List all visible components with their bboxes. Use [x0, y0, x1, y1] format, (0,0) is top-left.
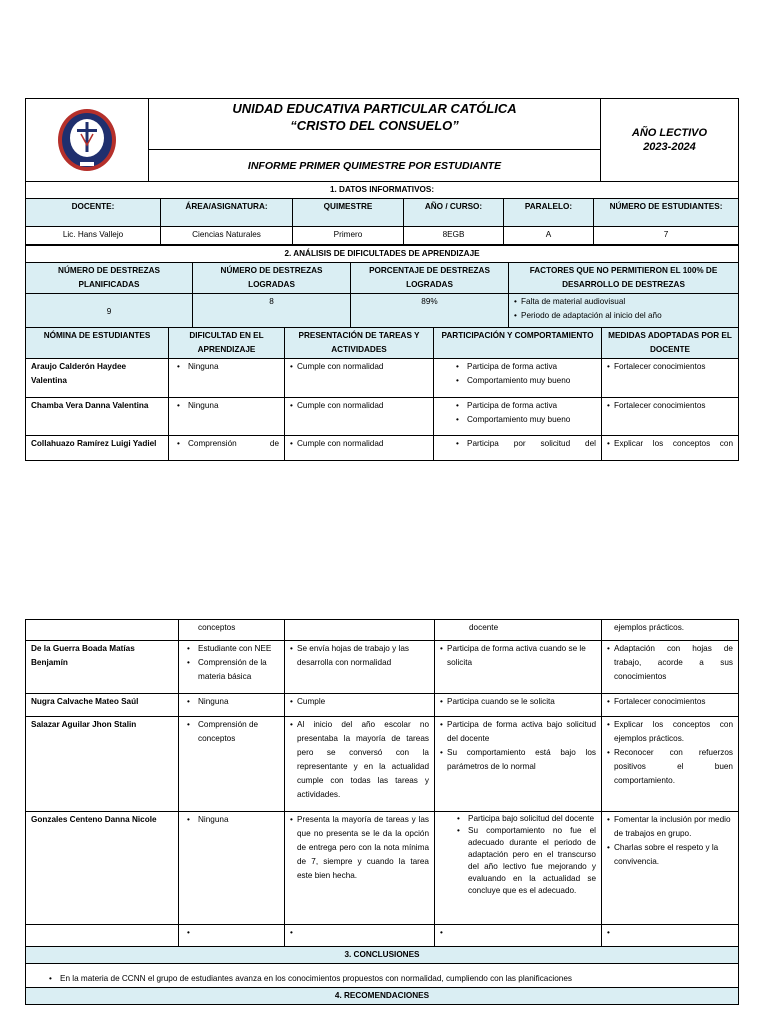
students-table-page1 [25, 327, 739, 461]
difficulty-item: • Ninguna [184, 695, 279, 709]
school-name: UNIDAD EDUCATIVA PARTICULAR CATÓLICA [232, 101, 517, 116]
participation-item: • Participa cuando se le solicita [440, 695, 596, 709]
col-percent: PORCENTAJE DE DESTREZAS LOGRADAS [351, 263, 509, 294]
student-name: Chamba Vera Danna Valentina [26, 398, 169, 436]
tasks-item: • Cumple con normalidad [290, 399, 428, 413]
difficulty-item: • Comprensión de la materia básica [184, 656, 279, 684]
tasks-item: • Se envía hojas de trabajo y las desarrolla con normalidad [290, 642, 429, 670]
col-curso: AÑO / CURSO: [404, 199, 504, 227]
col-factors: FACTORES QUE NO PERMITIERON EL 100% DE DESARROLLO DE DESTREZAS [509, 263, 739, 294]
measures-item: • Fomentar la inclusión por medio de trabajos en grupo. [607, 813, 733, 841]
participation-item: • Participa de forma activa cuando se le solicita [440, 642, 596, 670]
table-row [26, 398, 739, 436]
participation-item: • Comportamiento muy bueno [453, 374, 596, 388]
tasks-item: • Cumple con normalidad [290, 360, 428, 374]
participation-item: • Su comportamiento no fue el adecuado durante el periodo de adaptación pero en el transcurso del año lectivo fue mejorando y evaluando en la actualidad se concluye que es el adecuado. [454, 825, 596, 897]
school-subtitle: “CRISTO DEL CONSUELO” [290, 118, 459, 133]
measures-item: • Explicar los conceptos con [607, 437, 733, 451]
col-measures: MEDIDAS ADOPTADAS POR EL DOCENTE [602, 328, 739, 359]
tasks-item: • Presenta la mayoría de tareas y las que no presenta se le da la opción de entrega pero con la nota mínima de 7, siempre y cuando la tarea este bien hecha. [290, 813, 429, 883]
participation-item: • Participa por solicitud del [453, 437, 596, 451]
tasks-item: • Cumple con normalidad [290, 437, 428, 451]
measures-item: • Adaptación con hojas de trabajo, acorde a sus conocimientos [607, 642, 733, 684]
continuation-difficulty: conceptos [179, 620, 285, 641]
student-name: Araujo Calderón Haydee Valentina [26, 359, 169, 398]
year-value: 2023-2024 [643, 141, 696, 153]
value-quimestre: Primero [293, 227, 404, 245]
factor-item: • Falta de material audiovisual [514, 295, 733, 309]
section4-title: 4. RECOMENDACIONES [26, 988, 739, 1005]
tasks-item: • Al inicio del año escolar no presentaba la mayoría de tareas pero se conversó con la representante y en la actualidad cumple con todas las tareas y actividades. [290, 718, 429, 802]
participation-item: • Su comportamiento está bajo los parámetros de lo normal [440, 746, 596, 774]
difficulty-item: • Ninguna [184, 813, 279, 827]
table-row [26, 641, 739, 694]
value-achieved: 8 [193, 294, 351, 330]
header-table [25, 98, 739, 182]
col-num-estudiantes: NÚMERO DE ESTUDIANTES: [594, 199, 739, 227]
col-planned: NÚMERO DE DESTREZAS PLANIFICADAS [26, 263, 193, 294]
measures-item: • Reconocer con refuerzos positivos el buen comportamiento. [607, 746, 733, 788]
continuation-row [26, 620, 739, 641]
value-num-estudiantes: 7 [594, 227, 739, 245]
difficulty-item: • Ninguna [174, 399, 279, 413]
measures-item: • Explicar los conceptos con ejemplos prácticos. [607, 718, 733, 746]
section2-table [25, 245, 739, 330]
value-docente: Lic. Hans Vallejo [26, 227, 161, 245]
table-row [26, 359, 739, 398]
value-area: Ciencias Naturales [161, 227, 293, 245]
value-planned: 9 [26, 294, 193, 330]
col-student-name: NÓMINA DE ESTUDIANTES [26, 328, 169, 359]
col-difficulty: DIFICULTAD EN EL APRENDIZAJE [169, 328, 285, 359]
section2-title: 2. ANÁLISIS DE DIFICULTADES DE APRENDIZAJE [26, 246, 739, 263]
factor-item: • Periodo de adaptación al inicio del año [514, 309, 733, 323]
value-percent: 89% [351, 294, 509, 330]
col-tasks: PRESENTACIÓN DE TAREAS Y ACTIVIDADES [285, 328, 434, 359]
value-curso: 8EGB [404, 227, 504, 245]
difficulty-item: • Comprensión de [174, 437, 279, 451]
tasks-item: • Cumple [290, 695, 429, 709]
student-name: Nugra Calvache Mateo Saúl [26, 694, 179, 717]
col-paralelo: PARALELO: [504, 199, 594, 227]
difficulty-item: • Comprensión de conceptos [184, 718, 279, 746]
school-seal-logo [56, 107, 118, 173]
participation-item: • Participa de forma activa [453, 360, 596, 374]
conclusion-item: • En la materia de CCNN el grupo de estudiantes avanza en los conocimientos propuestos con normalidad, cumpliendo con las planificaciones [46, 972, 733, 986]
measures-item: • Fortalecer conocimientos [607, 399, 733, 413]
participation-item: • Participa de forma activa [453, 399, 596, 413]
continuation-participation: docente [435, 620, 602, 641]
student-name: Gonzales Centeno Danna Nicole [26, 812, 179, 925]
factors-cell [509, 294, 739, 330]
participation-item: • Comportamiento muy bueno [453, 413, 596, 427]
section1-title: 1. DATOS INFORMATIVOS: [26, 182, 739, 199]
student-name: Salazar Aguilar Jhon Stalin [26, 717, 179, 812]
section3-title: 3. CONCLUSIONES [26, 947, 739, 964]
col-achieved: NÚMERO DE DESTREZAS LOGRADAS [193, 263, 351, 294]
col-participation: PARTICIPACIÓN Y COMPORTAMIENTO [434, 328, 602, 359]
value-paralelo: A [504, 227, 594, 245]
student-name: Collahuazo Ramírez Luigi Yadiel [26, 436, 169, 461]
student-name: De la Guerra Boada Matías Benjamín [26, 641, 179, 694]
difficulty-item: • Estudiante con NEE [184, 642, 279, 656]
measures-item: • Fortalecer conocimientos [607, 695, 733, 709]
table-row [26, 812, 739, 925]
section1-table [25, 181, 739, 245]
table-row [26, 694, 739, 717]
conclusions-cell [26, 964, 739, 988]
continuation-measures: ejemplos prácticos. [602, 620, 739, 641]
year-cell [601, 99, 739, 182]
participation-item: • Participa bajo solicitud del docente [454, 813, 596, 825]
difficulty-item: • Ninguna [174, 360, 279, 374]
logo-cell [26, 99, 149, 182]
empty-row [26, 925, 739, 947]
col-quimestre: QUIMESTRE [293, 199, 404, 227]
school-name-cell [149, 99, 601, 150]
students-table-page2 [25, 619, 739, 1005]
table-row [26, 436, 739, 461]
measures-item: • Fortalecer conocimientos [607, 360, 733, 374]
report-title: INFORME PRIMER QUIMESTRE POR ESTUDIANTE [149, 150, 601, 182]
participation-item: • Participa de forma activa bajo solicitud del docente [440, 718, 596, 746]
measures-item: • Charlas sobre el respeto y la convivencia. [607, 841, 733, 869]
col-docente: DOCENTE: [26, 199, 161, 227]
col-area: ÁREA/ASIGNATURA: [161, 199, 293, 227]
year-label: AÑO LECTIVO [631, 127, 708, 139]
table-row [26, 717, 739, 812]
